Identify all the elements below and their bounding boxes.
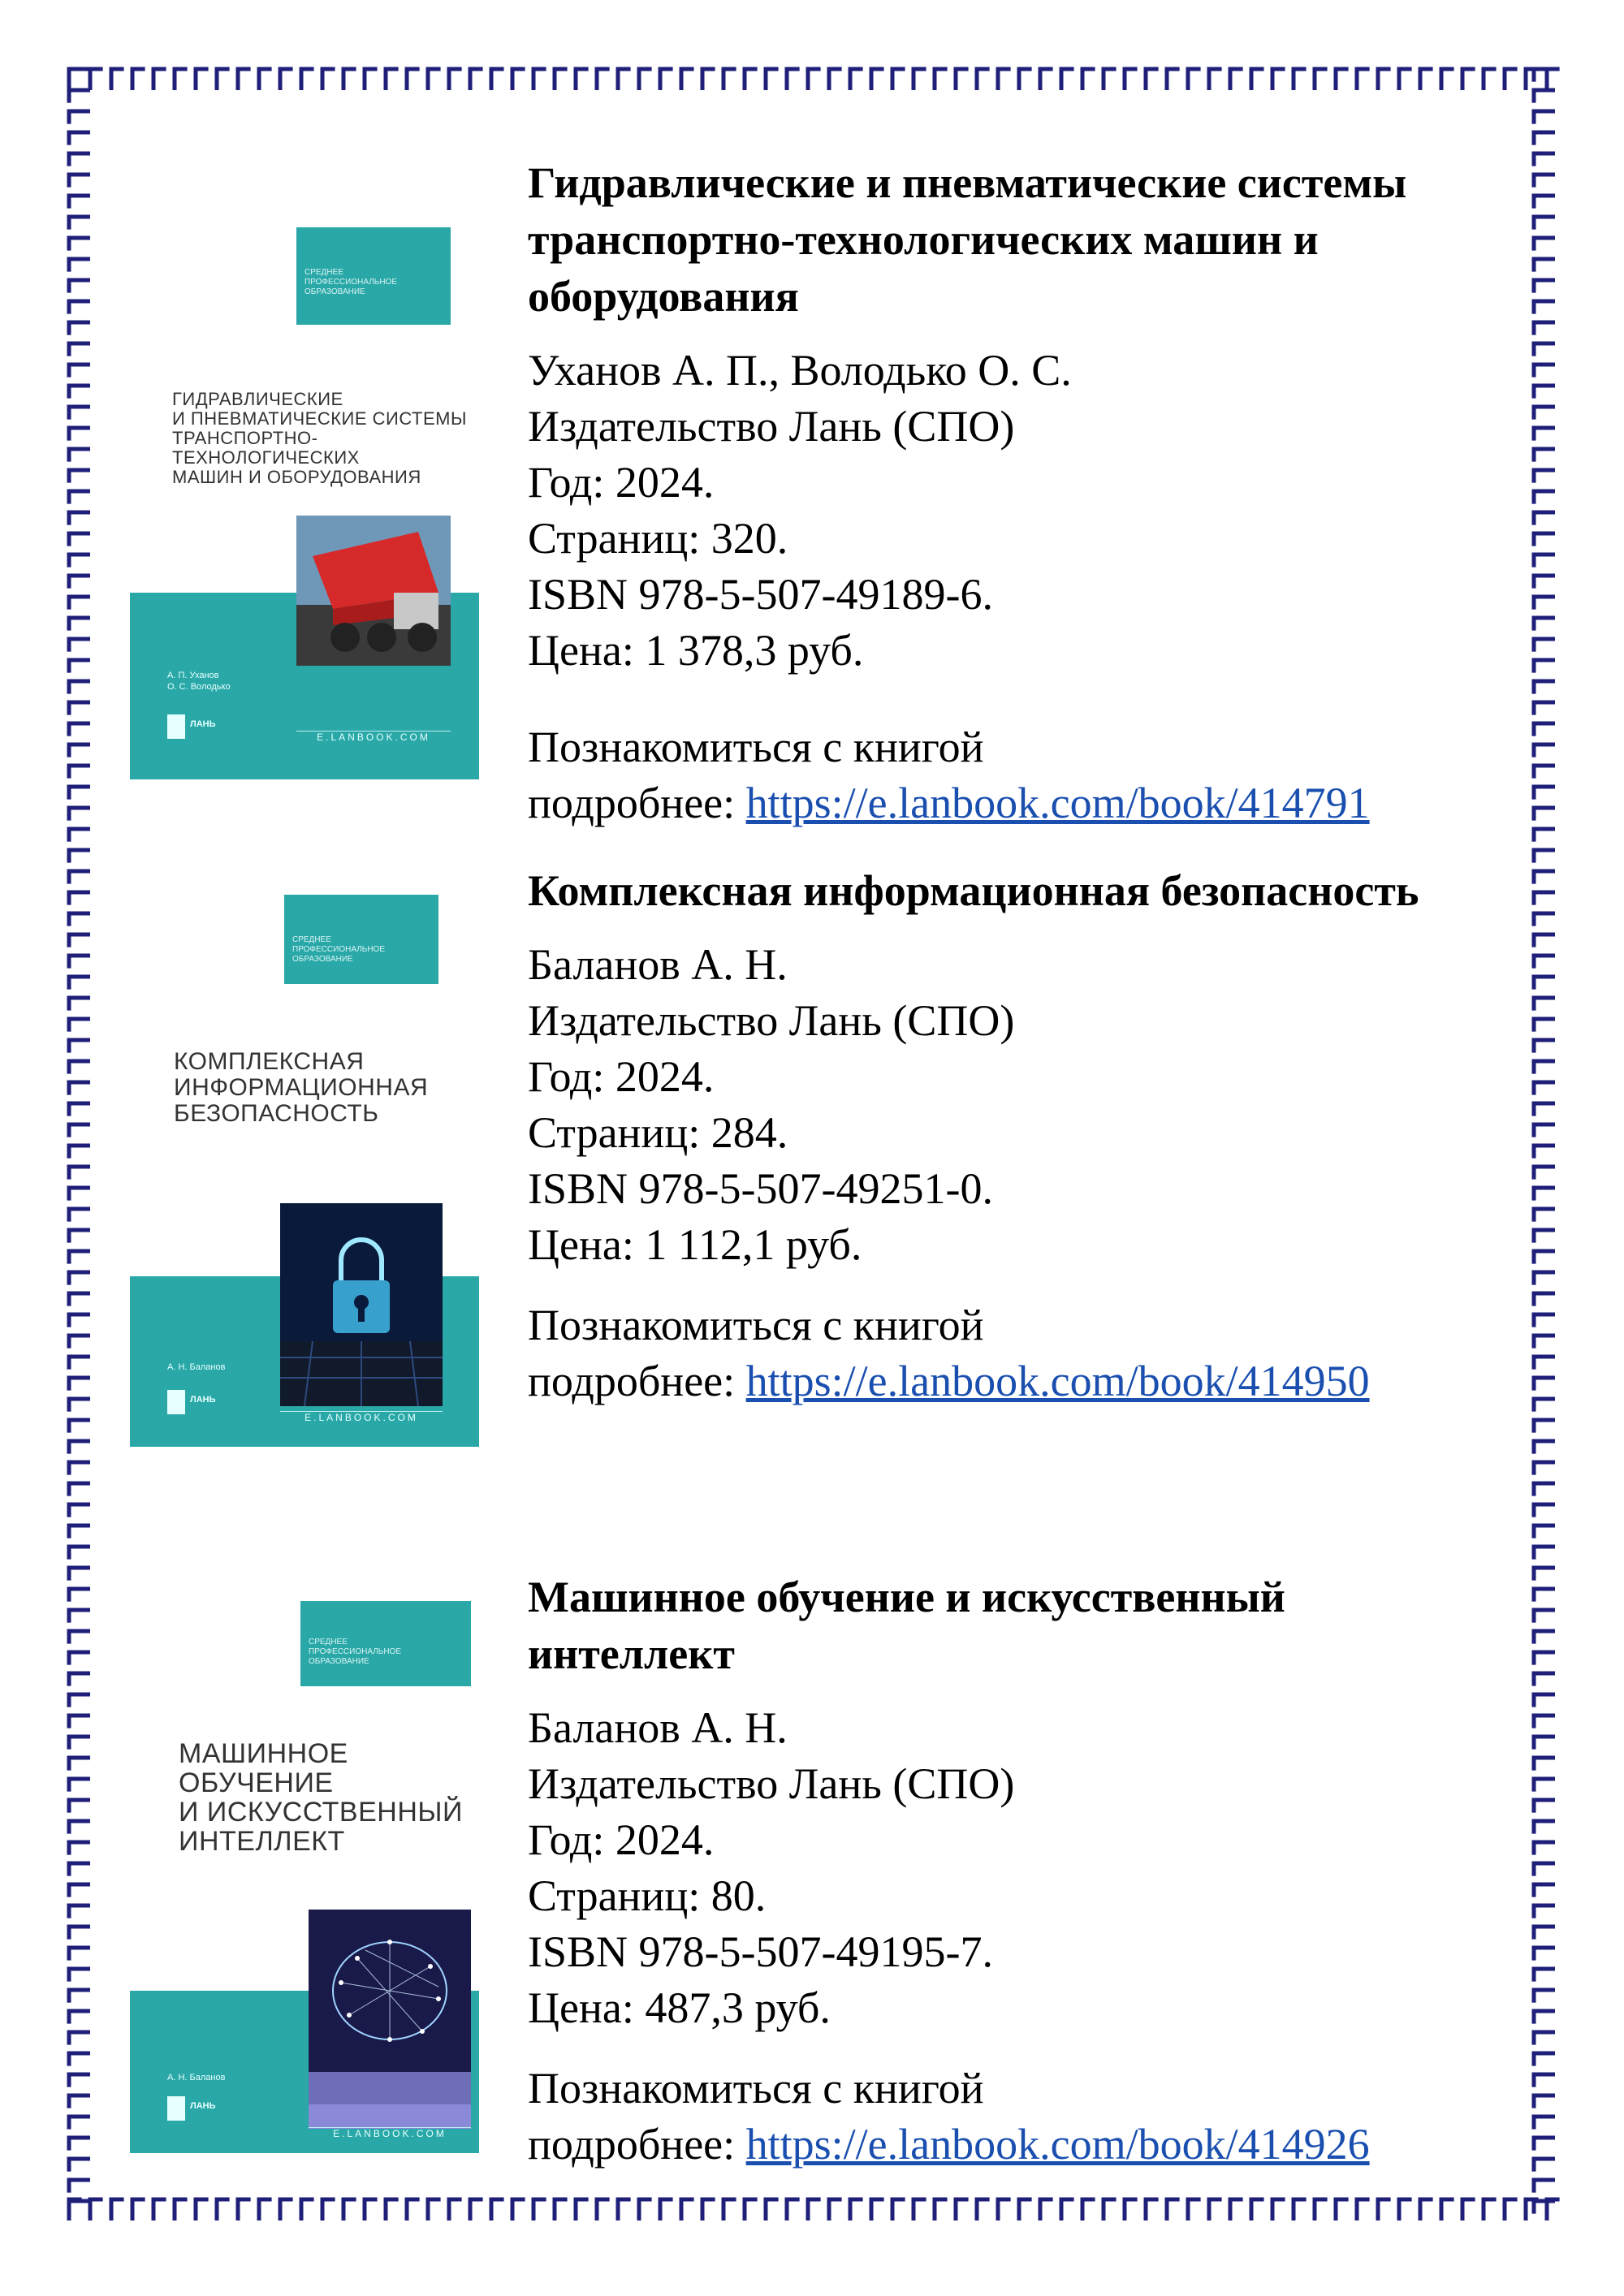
book-authors: Уханов А. П., Володько О. С. [528,346,1072,395]
book-cover[interactable] [130,227,479,779]
cover-image-lock [280,1203,443,1406]
cover-series-label: СРЕДНЕЕ ПРОФЕССИОНАЛЬНОЕ ОБРАЗОВАНИЕ [296,227,451,325]
book-year: Год: 2024. [528,1815,715,1864]
cover-title: КОМПЛЕКСНАЯ ИНФОРМАЦИОННАЯ БЕЗОПАСНОСТЬ [174,1048,429,1127]
more-label: подробнее: [528,1357,736,1405]
book-authors: Баланов А. Н. [528,940,788,989]
cover-url: E.LANBOOK.COM [296,731,451,743]
book-info [528,1569,1502,2173]
book-link[interactable]: https://e.lanbook.com/book/414791 [745,779,1370,827]
book-title: Комплексная информационная безопасность [528,866,1419,915]
book-entry [130,154,1494,869]
more-line [528,2117,1502,2173]
book-title: Гидравлические и пневматические системы транспортно-технологических машин и оборудования [528,158,1407,321]
book-entry [130,862,1494,1495]
book-price: Цена: 487,3 руб. [528,1983,831,2032]
book-info [528,862,1502,1409]
more-prefix: Познакомиться с книгой [528,2064,984,2113]
publisher-logo-icon [167,1390,185,1414]
book-link[interactable]: https://e.lanbook.com/book/414926 [745,2120,1370,2169]
more-prefix: Познакомиться с книгой [528,723,984,771]
publisher-logo-icon [167,714,185,739]
book-year: Год: 2024. [528,458,715,507]
book-title: Машинное обучение и искусственный интеллект [528,1573,1285,1678]
cover-series-label: СРЕДНЕЕ ПРОФЕССИОНАЛЬНОЕ ОБРАЗОВАНИЕ [284,895,438,984]
book-cover[interactable] [130,895,479,1447]
more-line [528,1353,1502,1409]
cover-title: МАШИННОЕ ОБУЧЕНИЕ И ИСКУССТВЕННЫЙ ИНТЕЛЛЕКТ [179,1738,463,1857]
more-label: подробнее: [528,779,736,827]
cover-authors: А. Н. Баланов [167,2073,226,2082]
book-pages: Страниц: 320. [528,514,788,563]
more-line [528,775,1502,831]
book-isbn: ISBN 978-5-507-49251-0. [528,1164,993,1213]
publisher-logo-icon [167,2096,185,2121]
cover-image-brain [309,1910,471,2129]
book-isbn: ISBN 978-5-507-49195-7. [528,1927,993,1976]
book-price: Цена: 1 112,1 руб. [528,1220,862,1269]
cover-series-label: СРЕДНЕЕ ПРОФЕССИОНАЛЬНОЕ ОБРАЗОВАНИЕ [300,1601,471,1686]
cover-logo-text: ЛАНЬ [190,719,216,729]
cover-url: E.LANBOOK.COM [309,2127,471,2139]
book-info [528,154,1502,831]
more-prefix: Познакомиться с книгой [528,1301,984,1349]
book-authors: Баланов А. Н. [528,1703,788,1752]
book-link[interactable]: https://e.lanbook.com/book/414950 [745,1357,1370,1405]
cover-logo-text: ЛАНЬ [190,1395,216,1405]
cover-authors: А. П. Уханов О. С. Володько [167,671,231,692]
cover-image-dump-truck [296,516,451,666]
cover-url: E.LANBOOK.COM [280,1411,443,1423]
more-label: подробнее: [528,2120,736,2169]
book-entry [130,1569,1494,2202]
book-year: Год: 2024. [528,1052,715,1101]
book-publisher: Издательство Лань (СПО) [528,1759,1015,1808]
cover-logo-text: ЛАНЬ [190,2101,216,2111]
book-cover[interactable] [130,1601,479,2153]
book-isbn: ISBN 978-5-507-49189-6. [528,570,993,619]
cover-authors: А. Н. Баланов [167,1362,226,1372]
book-publisher: Издательство Лань (СПО) [528,996,1015,1045]
book-price: Цена: 1 378,3 руб. [528,626,864,675]
book-pages: Страниц: 80. [528,1871,767,1920]
cover-title: ГИДРАВЛИЧЕСКИЕ И ПНЕВМАТИЧЕСКИЕ СИСТЕМЫ ТРАНСПОРТНО-ТЕХНОЛОГИЧЕСКИХ МАШИН И ОБОРУДОВАНИЯ [172,389,467,487]
book-pages: Страниц: 284. [528,1108,788,1157]
book-publisher: Издательство Лань (СПО) [528,402,1015,451]
